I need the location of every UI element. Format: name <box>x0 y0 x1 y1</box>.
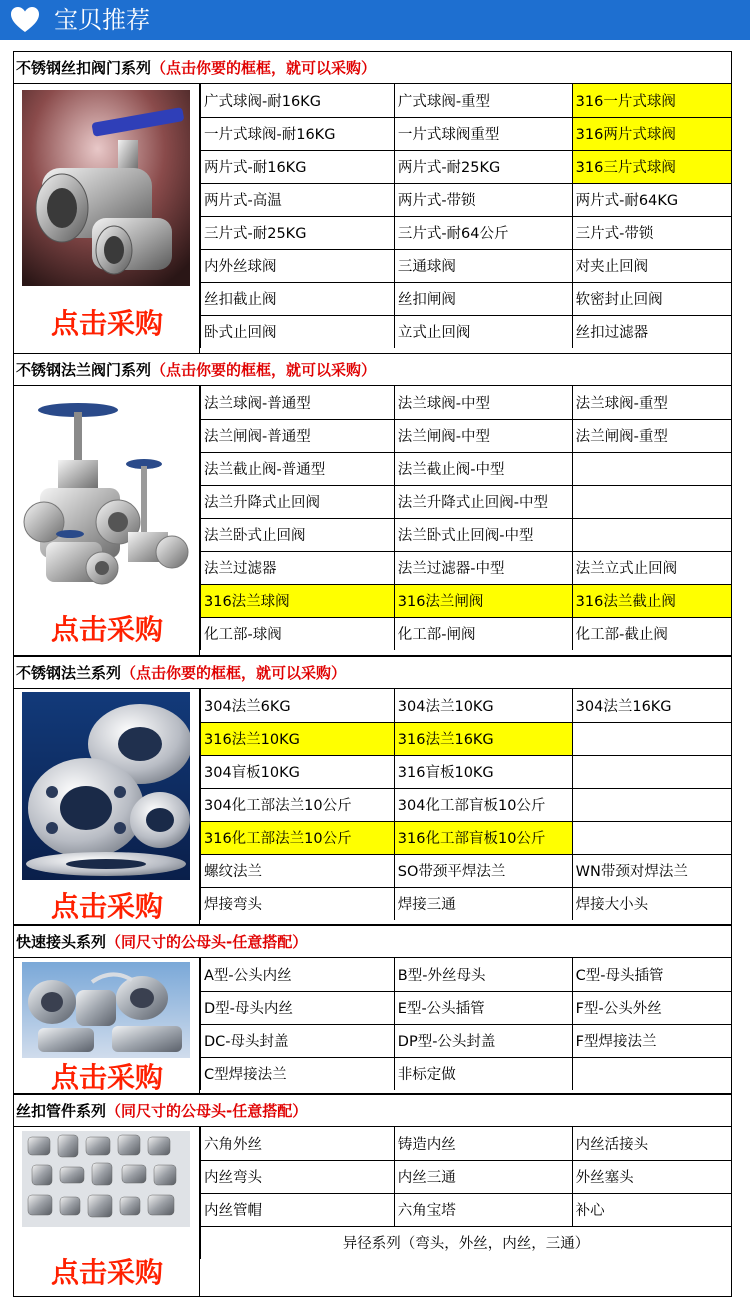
product-cell[interactable]: 螺纹法兰 <box>201 854 395 887</box>
product-cell[interactable]: 法兰升降式止回阀-中型 <box>394 485 572 518</box>
buy-label: 点击采购 <box>50 307 163 340</box>
product-image-cell[interactable] <box>14 958 200 1093</box>
table-row <box>201 419 732 452</box>
section-title: 不锈钢法兰阀门系列（点击你要的框框，就可以采购） <box>14 354 731 386</box>
buy-label: 点击采购 <box>50 890 163 923</box>
product-cell[interactable]: 304法兰6KG <box>201 689 395 722</box>
product-cell[interactable]: 两片式-耐25KG <box>394 150 572 183</box>
product-cell[interactable]: 304化工部法兰10公斤 <box>201 788 395 821</box>
flange-photo-icon <box>22 692 190 880</box>
product-cell[interactable]: 法兰闸阀-中型 <box>394 419 572 452</box>
table-row <box>201 1226 732 1259</box>
product-grid <box>200 386 731 650</box>
product-cell[interactable]: 316法兰16KG <box>394 722 572 755</box>
table-row <box>201 485 732 518</box>
table-row <box>201 518 732 551</box>
product-cell[interactable]: 内丝活接头 <box>572 1127 731 1160</box>
table-row <box>201 84 732 117</box>
product-cell[interactable] <box>572 485 731 518</box>
product-cell[interactable]: 补心 <box>572 1193 731 1226</box>
product-cell[interactable]: 丝扣过滤器 <box>572 315 731 348</box>
section-flange-valves <box>13 353 732 656</box>
product-cell[interactable]: 法兰截止阀-普通型 <box>201 452 395 485</box>
product-cell[interactable]: 法兰升降式止回阀 <box>201 485 395 518</box>
product-cell[interactable]: 内丝三通 <box>394 1160 572 1193</box>
product-cell[interactable]: 三片式-耐25KG <box>201 216 395 249</box>
product-cell[interactable]: 内丝管帽 <box>201 1193 395 1226</box>
product-cell[interactable]: 化工部-截止阀 <box>572 617 731 650</box>
product-cell[interactable]: 法兰球阀-普通型 <box>201 386 395 419</box>
product-cell[interactable]: 316一片式球阀 <box>572 84 731 117</box>
product-cell[interactable]: 化工部-闸阀 <box>394 617 572 650</box>
product-cell[interactable]: 法兰球阀-中型 <box>394 386 572 419</box>
product-cell[interactable]: 铸造内丝 <box>394 1127 572 1160</box>
header-bar <box>0 0 750 40</box>
table-row <box>201 887 732 920</box>
product-cell[interactable]: DC-母头封盖 <box>201 1024 395 1057</box>
product-cell[interactable]: 两片式-高温 <box>201 183 395 216</box>
product-cell[interactable]: B型-外丝母头 <box>394 958 572 991</box>
product-cell[interactable]: 内外丝球阀 <box>201 249 395 282</box>
product-cell[interactable]: 三通球阀 <box>394 249 572 282</box>
product-image-cell[interactable] <box>14 386 200 655</box>
product-cell[interactable]: 三片式-耐64公斤 <box>394 216 572 249</box>
product-cell[interactable]: 304法兰16KG <box>572 689 731 722</box>
section-title: 快速接头系列（同尺寸的公母头-任意搭配） <box>14 926 731 958</box>
product-cell[interactable]: F型焊接法兰 <box>572 1024 731 1057</box>
product-image-cell[interactable] <box>14 689 200 924</box>
table-row <box>201 617 732 650</box>
product-cell[interactable]: 316化工部法兰10公斤 <box>201 821 395 854</box>
table-row <box>201 249 732 282</box>
product-cell[interactable]: 法兰球阀-重型 <box>572 386 731 419</box>
product-grid <box>200 1127 731 1259</box>
product-cell[interactable]: 316三片式球阀 <box>572 150 731 183</box>
product-grid <box>200 84 731 348</box>
table-row <box>201 216 732 249</box>
product-cell[interactable]: 法兰卧式止回阀 <box>201 518 395 551</box>
product-grid <box>200 689 731 920</box>
product-cell[interactable]: 一片式球阀-耐16KG <box>201 117 395 150</box>
product-cell[interactable]: C型-母头插管 <box>572 958 731 991</box>
quick-coupling-photo-icon <box>22 962 190 1058</box>
product-cell[interactable]: 两片式-带锁 <box>394 183 572 216</box>
section-title: 不锈钢丝扣阀门系列（点击你要的框框，就可以采购） <box>14 52 731 84</box>
product-cell[interactable] <box>572 755 731 788</box>
product-cell[interactable]: 六角外丝 <box>201 1127 395 1160</box>
product-cell[interactable]: 六角宝塔 <box>394 1193 572 1226</box>
product-cell[interactable]: 软密封止回阀 <box>572 282 731 315</box>
product-cell[interactable]: 内丝弯头 <box>201 1160 395 1193</box>
table-row <box>201 755 732 788</box>
table-row <box>201 386 732 419</box>
product-cell[interactable]: 316法兰闸阀 <box>394 584 572 617</box>
buy-label: 点击采购 <box>50 1256 163 1289</box>
product-cell[interactable] <box>572 722 731 755</box>
header-title: 宝贝推荐 <box>54 6 150 34</box>
product-cell[interactable]: 法兰闸阀-普通型 <box>201 419 395 452</box>
product-image-cell[interactable] <box>14 84 200 353</box>
product-cell[interactable]: 316法兰球阀 <box>201 584 395 617</box>
product-cell[interactable] <box>572 821 731 854</box>
buy-label: 点击采购 <box>50 1061 163 1094</box>
table-row <box>201 689 732 722</box>
product-cell[interactable]: 316法兰10KG <box>201 722 395 755</box>
product-cell[interactable]: 316两片式球阀 <box>572 117 731 150</box>
table-row <box>201 1127 732 1160</box>
table-row <box>201 150 732 183</box>
table-row <box>201 315 732 348</box>
product-cell[interactable] <box>572 788 731 821</box>
product-cell[interactable] <box>572 452 731 485</box>
table-row <box>201 854 732 887</box>
product-cell[interactable]: 焊接三通 <box>394 887 572 920</box>
section-quick-couplings <box>13 925 732 1094</box>
product-cell[interactable]: 304盲板10KG <box>201 755 395 788</box>
product-cell[interactable]: 一片式球阀重型 <box>394 117 572 150</box>
table-row <box>201 1057 732 1090</box>
table-row <box>201 183 732 216</box>
buy-label: 点击采购 <box>50 613 163 646</box>
table-row <box>201 991 732 1024</box>
table-row <box>201 788 732 821</box>
product-cell[interactable]: E型-公头插管 <box>394 991 572 1024</box>
product-cell[interactable]: SO带颈平焊法兰 <box>394 854 572 887</box>
product-cell[interactable]: WN带颈对焊法兰 <box>572 854 731 887</box>
product-cell[interactable]: 立式止回阀 <box>394 315 572 348</box>
product-cell-footer[interactable]: 异径系列（弯头，外丝，内丝，三通） <box>201 1226 732 1259</box>
product-cell[interactable]: 316化工部盲板10公斤 <box>394 821 572 854</box>
table-row <box>201 958 732 991</box>
heart-icon <box>10 6 40 34</box>
product-cell[interactable]: 外丝塞头 <box>572 1160 731 1193</box>
product-cell[interactable]: 法兰截止阀-中型 <box>394 452 572 485</box>
product-cell[interactable]: F型-公头外丝 <box>572 991 731 1024</box>
section-flanges <box>13 656 732 925</box>
table-row <box>201 117 732 150</box>
pipe-fittings-photo-icon <box>22 1131 190 1227</box>
product-cell[interactable]: 法兰过滤器 <box>201 551 395 584</box>
product-cell[interactable]: A型-公头内丝 <box>201 958 395 991</box>
product-cell[interactable]: 316法兰截止阀 <box>572 584 731 617</box>
table-row <box>201 821 732 854</box>
product-cell[interactable] <box>572 518 731 551</box>
product-cell[interactable]: 304法兰10KG <box>394 689 572 722</box>
product-cell[interactable]: 对夹止回阀 <box>572 249 731 282</box>
product-cell[interactable]: DP型-公头封盖 <box>394 1024 572 1057</box>
product-cell[interactable]: 两片式-耐16KG <box>201 150 395 183</box>
product-image-cell[interactable] <box>14 1127 200 1296</box>
table-row <box>201 452 732 485</box>
table-row <box>201 1193 732 1226</box>
product-cell[interactable]: 法兰过滤器-中型 <box>394 551 572 584</box>
product-cell[interactable]: 焊接大小头 <box>572 887 731 920</box>
section-threaded-valves <box>13 51 732 354</box>
product-cell[interactable]: 广式球阀-重型 <box>394 84 572 117</box>
section-title: 不锈钢法兰系列（点击你要的框框，就可以采购） <box>14 657 731 689</box>
product-cell[interactable]: 丝扣闸阀 <box>394 282 572 315</box>
product-cell[interactable]: 丝扣截止阀 <box>201 282 395 315</box>
product-cell[interactable]: 法兰闸阀-重型 <box>572 419 731 452</box>
product-cell[interactable]: 两片式-耐64KG <box>572 183 731 216</box>
product-cell[interactable]: 法兰立式止回阀 <box>572 551 731 584</box>
table-row <box>201 282 732 315</box>
product-cell[interactable]: 焊接弯头 <box>201 887 395 920</box>
product-cell[interactable]: 化工部-球阀 <box>201 617 395 650</box>
product-cell[interactable]: 非标定做 <box>394 1057 572 1090</box>
table-row <box>201 584 732 617</box>
product-cell[interactable]: 卧式止回阀 <box>201 315 395 348</box>
table-row <box>201 551 732 584</box>
ball-valve-photo-icon <box>22 90 190 286</box>
product-grid <box>200 958 731 1090</box>
table-row <box>201 1160 732 1193</box>
section-title: 丝扣管件系列（同尺寸的公母头-任意搭配） <box>14 1095 731 1127</box>
product-cell[interactable]: 法兰卧式止回阀-中型 <box>394 518 572 551</box>
product-cell[interactable]: C型焊接法兰 <box>201 1057 395 1090</box>
product-cell[interactable]: 304化工部盲板10公斤 <box>394 788 572 821</box>
product-cell[interactable]: D型-母头内丝 <box>201 991 395 1024</box>
table-row <box>201 722 732 755</box>
product-cell[interactable]: 广式球阀-耐16KG <box>201 84 395 117</box>
product-cell[interactable] <box>572 1057 731 1090</box>
flange-valve-photo-icon <box>22 392 190 592</box>
section-threaded-fittings <box>13 1094 732 1297</box>
product-cell[interactable]: 三片式-带锁 <box>572 216 731 249</box>
table-row <box>201 1024 732 1057</box>
product-cell[interactable]: 316盲板10KG <box>394 755 572 788</box>
